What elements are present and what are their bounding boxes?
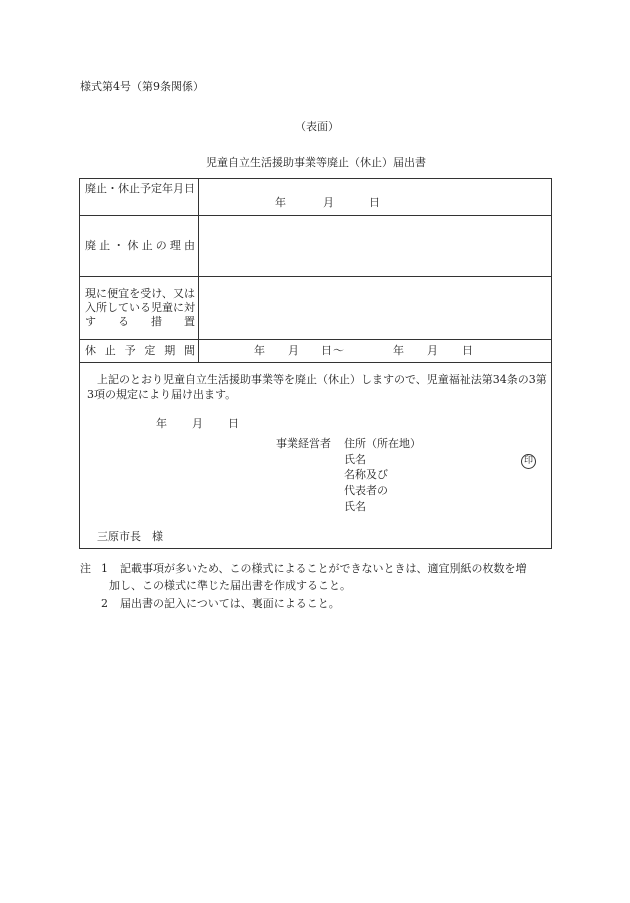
- note-1-line2: 加し、この様式に準じた届出書を作成すること。: [109, 579, 351, 592]
- notes-prefix: 注: [80, 562, 91, 575]
- row-divider: [79, 276, 552, 277]
- row-divider: [79, 362, 552, 363]
- row-divider: [79, 339, 552, 340]
- corporate-name-label-line3: 氏名: [344, 500, 366, 513]
- planned-date-label: 廃止・休止予定年月日: [85, 182, 195, 195]
- submission-year-unit: 年: [156, 417, 167, 430]
- note-2-line1: 届出書の記入については、裏面によること。: [120, 597, 340, 610]
- declaration-text: 上記のとおり児童自立生活援助事業等を廃止（休止）しますので、児童福祉法第34条の3第3項の規定により届け出ます。: [87, 373, 547, 401]
- suspension-period-label: 休止予定期間: [85, 344, 195, 357]
- submission-day-unit: 日: [228, 417, 239, 430]
- note-2-number: 2: [101, 597, 108, 610]
- period-end-day-unit: 日: [462, 344, 473, 357]
- row-divider: [79, 215, 552, 216]
- side-label: （表面）: [295, 120, 339, 133]
- form-number-label: 様式第4号（第9条関係）: [80, 80, 204, 93]
- corporate-name-label-line1: 名称及び: [344, 468, 388, 481]
- period-end-year-unit: 年: [393, 344, 404, 357]
- period-start-year-unit: 年: [254, 344, 265, 357]
- note-1-line1: 記載事項が多いため、この様式によることができないときは、適宜別紙の枚数を増: [120, 562, 527, 575]
- declaration-statement: [87, 372, 547, 402]
- planned-date-day-unit: 日: [369, 196, 380, 209]
- reason-label: 廃止・休止の理由: [85, 239, 195, 252]
- operator-name-label: 氏名: [344, 453, 366, 466]
- planned-date-year-unit: 年: [275, 196, 286, 209]
- column-divider: [198, 178, 199, 362]
- submission-month-unit: 月: [192, 417, 203, 430]
- period-start-month-unit: 月: [288, 344, 299, 357]
- corporate-name-label-line2: 代表者の: [344, 484, 388, 497]
- seal-mark: 印: [521, 454, 536, 469]
- form-table: [79, 178, 552, 549]
- period-end-month-unit: 月: [427, 344, 438, 357]
- document-title: 児童自立生活援助事業等廃止（休止）届出書: [206, 156, 426, 169]
- measures-label: 現に便宜を受け、又は入所している児童に対する措置: [85, 287, 195, 328]
- planned-date-month-unit: 月: [323, 196, 334, 209]
- addressee: 三原市長 様: [97, 530, 163, 543]
- period-start-day-unit: 日: [321, 344, 332, 357]
- operator-heading: 事業経営者: [276, 437, 331, 450]
- note-1-number: 1: [101, 562, 108, 575]
- operator-address-label: 住所（所在地）: [344, 437, 421, 450]
- period-tilde: 〜: [333, 344, 344, 357]
